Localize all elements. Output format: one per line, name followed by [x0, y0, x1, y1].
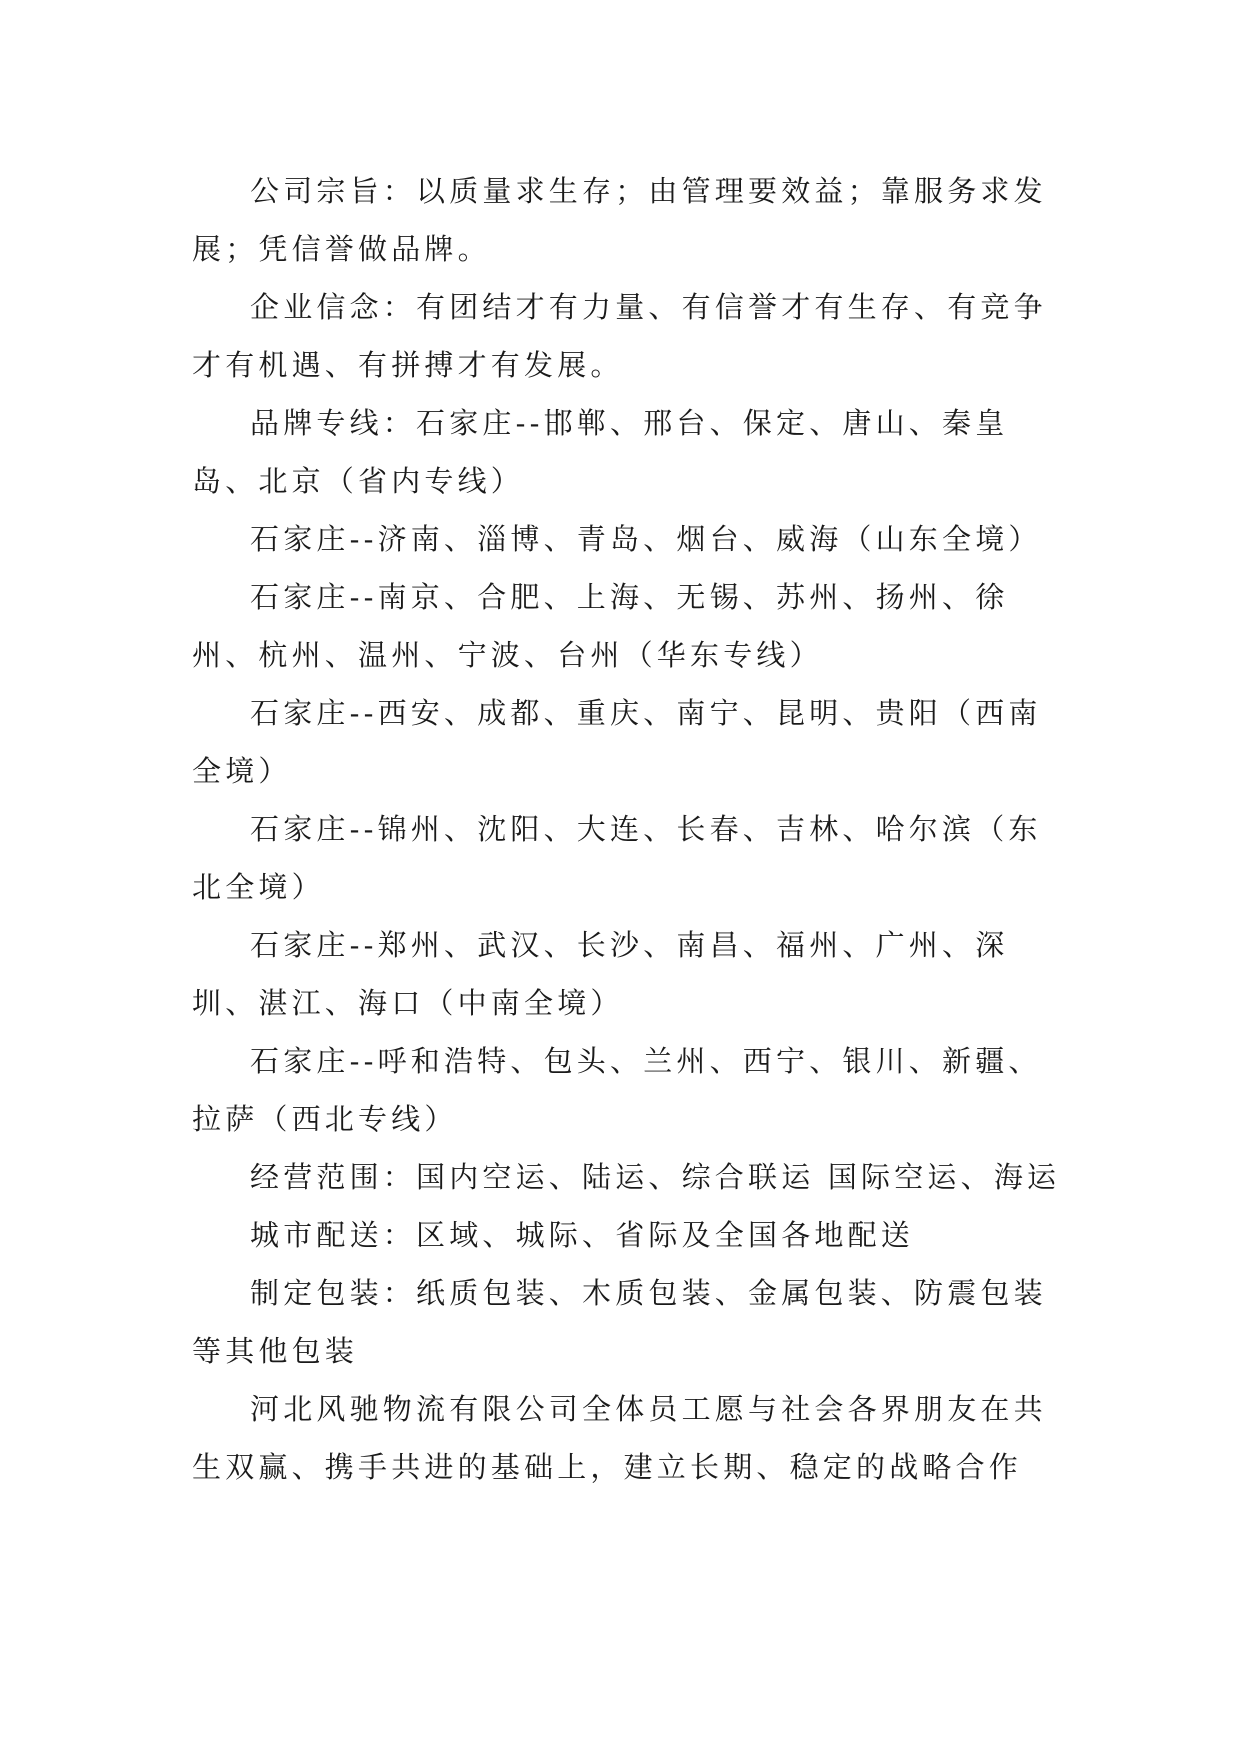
paragraph-company-tenet: 公司宗旨：以质量求生存；由管理要效益；靠服务求发展；凭信誉做品牌。: [192, 174, 1047, 266]
paragraph-line-central-south: 石家庄--郑州、武汉、长沙、南昌、福州、广州、深圳、湛江、海口（中南全境）: [192, 928, 1009, 1020]
paragraph-line-northwest: 石家庄--呼和浩特、包头、兰州、西宁、银川、新疆、拉萨（西北专线）: [192, 1044, 1042, 1136]
document-body: [192, 162, 1062, 1496]
paragraph-enterprise-belief: 企业信念：有团结才有力量、有信誉才有生存、有竞争才有机遇、有拼搏才有发展。: [192, 290, 1047, 382]
paragraph-business-scope: 经营范围：国内空运、陆运、综合联运 国际空运、海运: [250, 1160, 1061, 1194]
paragraph-packaging: 制定包装：纸质包装、木质包装、金属包装、防震包装等其他包装: [192, 1276, 1047, 1368]
paragraph-line-northeast: 石家庄--锦州、沈阳、大连、长春、吉林、哈尔滨（东北全境）: [192, 812, 1042, 904]
paragraph-line-shandong: 石家庄--济南、淄博、青岛、烟台、威海（山东全境）: [250, 522, 1042, 556]
paragraph-brand-lines-provincial: 品牌专线：石家庄--邯郸、邢台、保定、唐山、秦皇岛、北京（省内专线）: [192, 406, 1009, 498]
paragraph-line-east-china: 石家庄--南京、合肥、上海、无锡、苏州、扬州、徐州、杭州、温州、宁波、台州（华东专线）: [192, 580, 1009, 672]
paragraph-city-delivery: 城市配送：区域、城际、省际及全国各地配送: [250, 1218, 915, 1252]
paragraph-closing: 河北风驰物流有限公司全体员工愿与社会各界朋友在共生双赢、携手共进的基础上，建立长期、稳定的战略合作: [192, 1392, 1047, 1484]
paragraph-line-southwest: 石家庄--西安、成都、重庆、南宁、昆明、贵阳（西南全境）: [192, 696, 1042, 788]
